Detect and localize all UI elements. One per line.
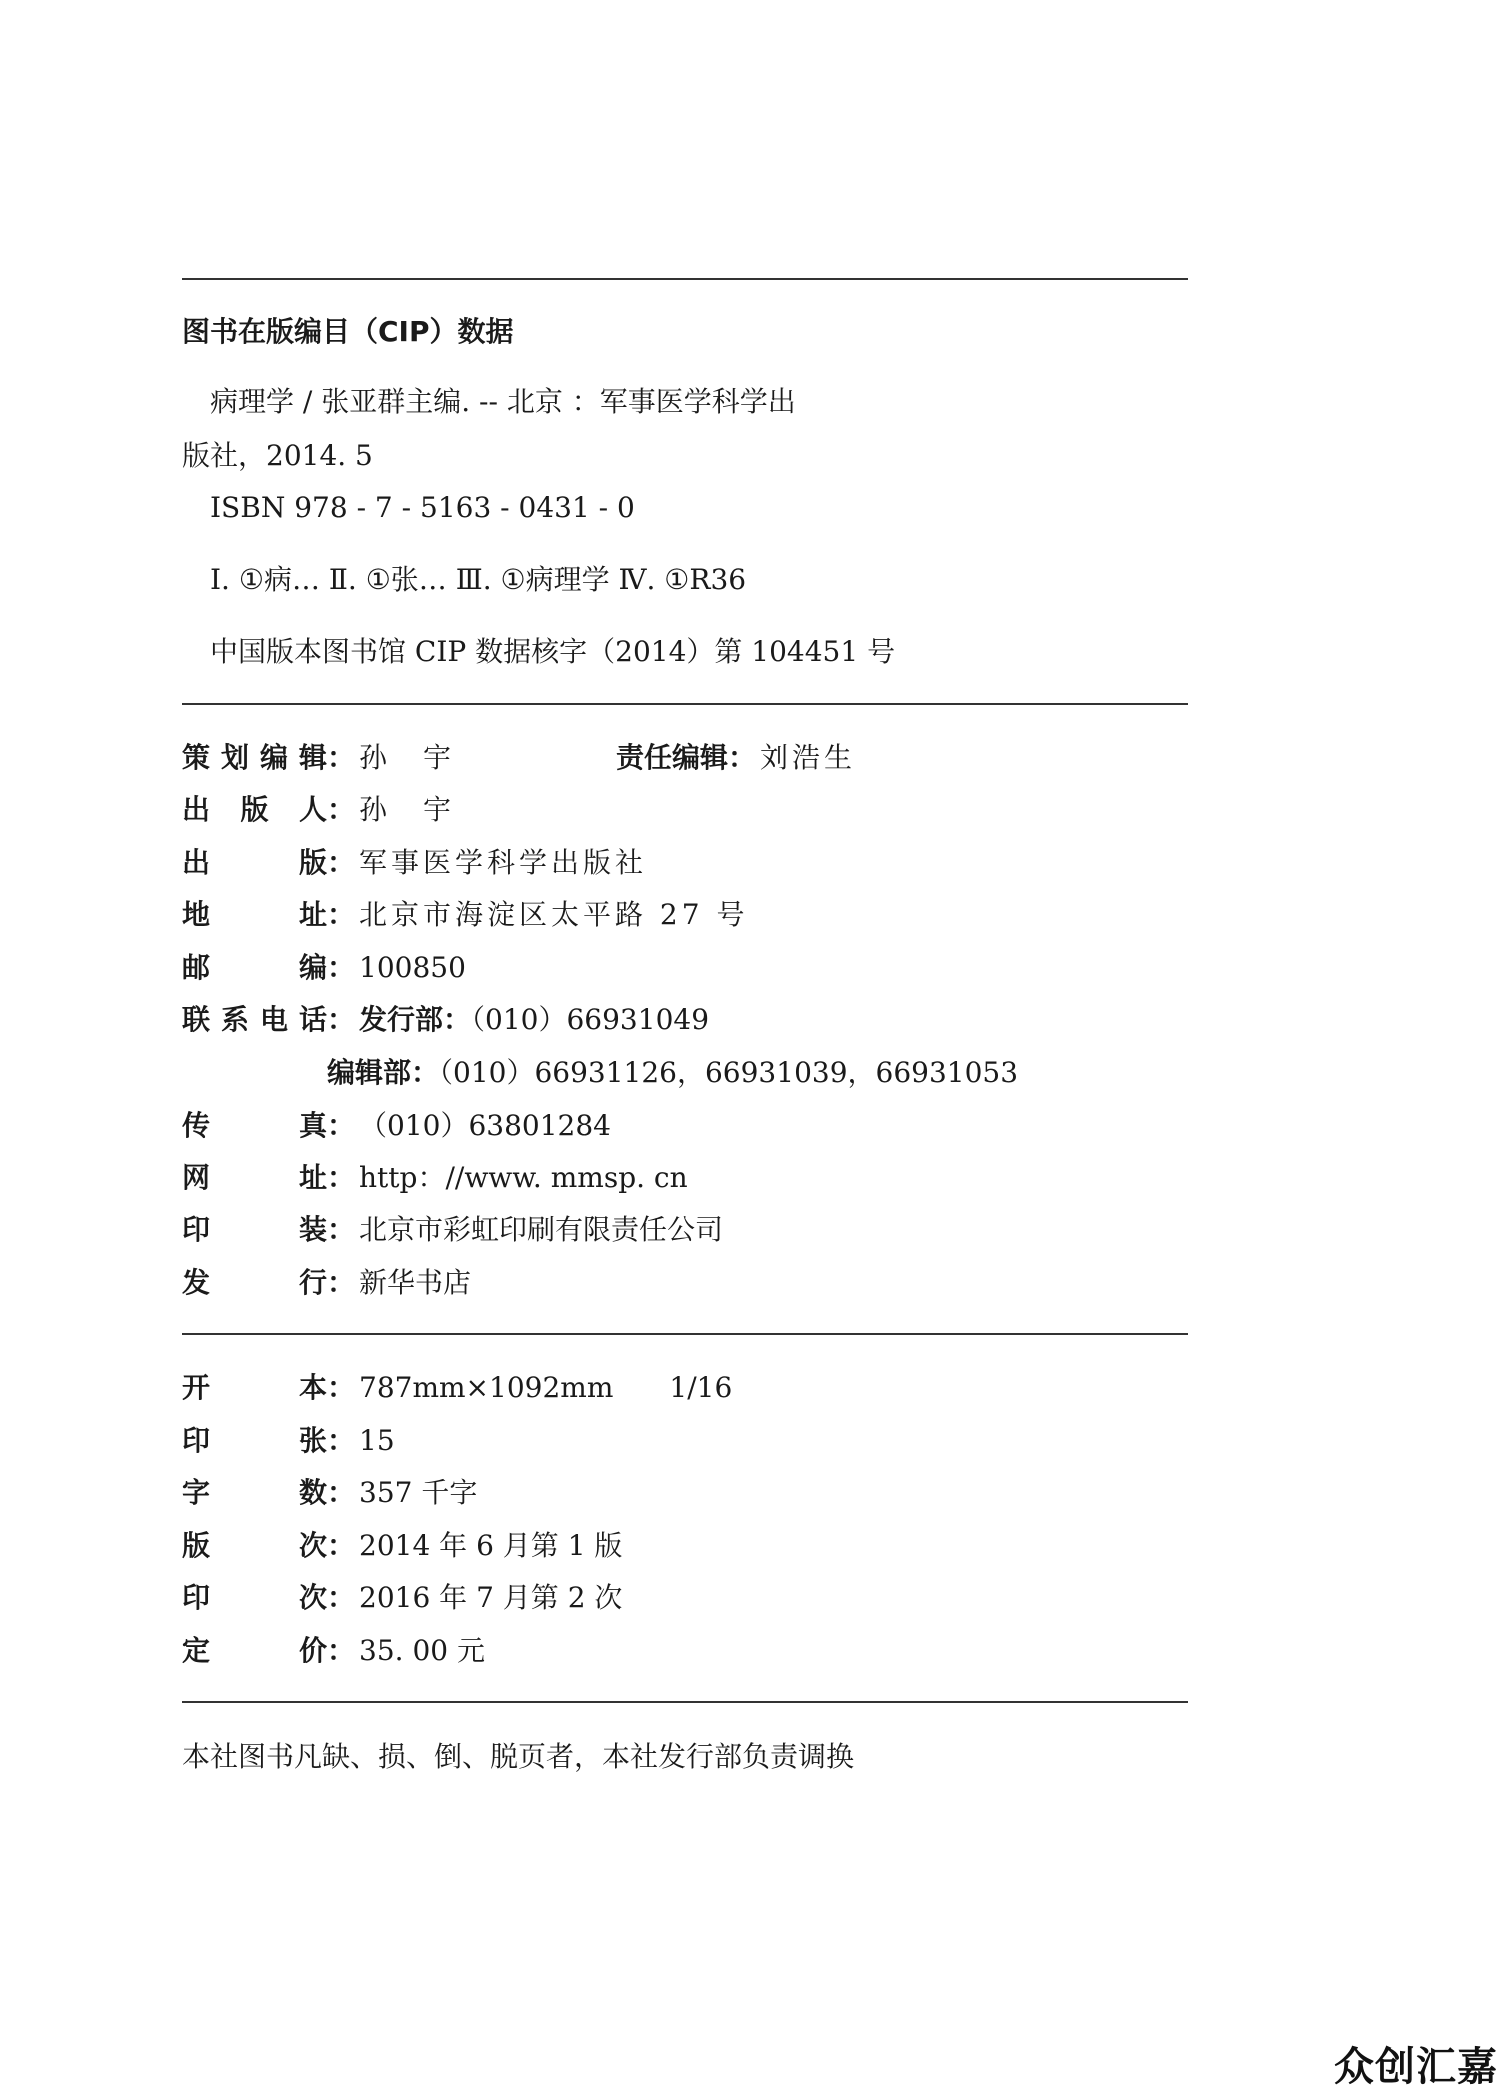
colon: ： [327, 846, 356, 879]
publisher-divider [182, 1333, 1188, 1335]
colon: ： [728, 741, 757, 774]
colon: ： [327, 1581, 356, 1614]
format-fraction-value: 1/16 [669, 1371, 733, 1404]
price-label: 定价 [182, 1634, 327, 1667]
distribution-dept-label: 发行部 [359, 1003, 444, 1036]
editorial-dept-label: 编辑部 [327, 1056, 412, 1089]
address-value: 北京市海淀区太平路 27 号 [359, 898, 749, 931]
sheets-label: 印张 [182, 1424, 327, 1457]
colon: ： [327, 898, 356, 931]
price-value: 35. 00 元 [359, 1634, 485, 1667]
fax-value: （010）63801284 [359, 1109, 611, 1142]
publishing-house-row [182, 845, 647, 881]
colon: ： [327, 1161, 356, 1194]
format-label: 开本 [182, 1371, 327, 1404]
phone-row [182, 1002, 709, 1038]
postcode-label: 邮编 [182, 951, 327, 984]
edition-value: 2014 年 6 月第 1 版 [359, 1529, 623, 1562]
edition-label: 版次 [182, 1529, 327, 1562]
cip-line-1: 病理学 / 张亚群主编. -- 北京 ：军事医学科学出 [210, 385, 796, 418]
responsible-editor-row [616, 740, 856, 776]
edition-row [182, 1528, 622, 1564]
footer-notice: 本社图书凡缺、损、倒、脱页者，本社发行部负责调换 [182, 1740, 855, 1773]
distributor-value: 新华书店 [359, 1266, 472, 1299]
postcode-row [182, 950, 466, 986]
publishing-house-value: 军事医学科学出版社 [359, 846, 648, 879]
colon: ： [443, 1003, 472, 1036]
cip-record: 中国版本图书馆 CIP 数据核字（2014）第 104451 号 [210, 635, 896, 668]
sheets-value: 15 [359, 1424, 395, 1457]
publisher-person-label: 出版人 [182, 793, 327, 826]
address-row [182, 897, 748, 933]
printing-row [182, 1580, 622, 1616]
cip-title: 图书在版编目（CIP）数据 [182, 315, 514, 348]
cip-line-2: 版社，2014. 5 [182, 439, 373, 472]
colon: ： [411, 1056, 440, 1089]
website-value: http：//www. mmsp. cn [359, 1161, 688, 1194]
editorial-phone-value: （010）66931126，66931039，66931053 [439, 1056, 1019, 1089]
address-label: 地址 [182, 898, 327, 931]
format-value: 787mm×1092mm [359, 1371, 614, 1404]
words-label: 字数 [182, 1476, 327, 1509]
format-row [182, 1370, 732, 1406]
publisher-person-value: 孙 宇 [359, 793, 456, 826]
planning-editor-value: 孙 宇 [359, 741, 456, 774]
cip-divider [182, 703, 1188, 705]
colon: ： [327, 1476, 356, 1509]
publishing-house-label: 出版 [182, 846, 327, 879]
printer-value: 北京市彩虹印刷有限责任公司 [359, 1213, 724, 1246]
distributor-row [182, 1265, 471, 1301]
distribution-phone-group [359, 1002, 709, 1038]
postcode-value: 100850 [359, 951, 466, 984]
fax-label: 传真 [182, 1109, 327, 1142]
colon: ： [327, 741, 356, 774]
colon: ： [327, 1213, 356, 1246]
top-divider [182, 278, 1188, 280]
colon: ： [327, 1424, 356, 1457]
fax-row [182, 1108, 611, 1144]
planning-editor-label: 策划编辑 [182, 741, 327, 774]
responsible-editor-label: 责任编辑 [616, 741, 729, 774]
printing-label: 印次 [182, 1581, 327, 1614]
publisher-person-row [182, 792, 455, 828]
planning-editor-row [182, 740, 455, 776]
price-row [182, 1633, 485, 1669]
distribution-phone-value: （010）66931049 [471, 1003, 710, 1036]
colon: ： [327, 1109, 356, 1142]
printer-row [182, 1212, 723, 1248]
cip-classification: Ⅰ. ①病… Ⅱ. ①张… Ⅲ. ①病理学 Ⅳ. ①R36 [210, 563, 747, 596]
responsible-editor-value: 刘浩生 [760, 741, 857, 774]
colon: ： [327, 1529, 356, 1562]
colon: ： [327, 1266, 356, 1299]
specs-divider [182, 1701, 1188, 1703]
cip-isbn: ISBN 978 - 7 - 5163 - 0431 - 0 [210, 491, 635, 524]
website-label: 网址 [182, 1161, 327, 1194]
editorial-phone-row [327, 1055, 1018, 1091]
colon: ： [327, 1634, 356, 1667]
colon: ： [327, 1371, 356, 1404]
colon: ： [327, 1003, 356, 1036]
sheets-row [182, 1423, 395, 1459]
watermark-logo: 众创汇嘉 [1334, 2044, 1498, 2090]
words-value: 357 千字 [359, 1476, 478, 1509]
distributor-label: 发行 [182, 1266, 327, 1299]
website-row [182, 1160, 688, 1196]
words-row [182, 1475, 477, 1511]
printing-value: 2016 年 7 月第 2 次 [359, 1581, 623, 1614]
colon: ： [327, 951, 356, 984]
colon: ： [327, 793, 356, 826]
printer-label: 印装 [182, 1213, 327, 1246]
phone-label: 联系电话 [182, 1003, 327, 1036]
